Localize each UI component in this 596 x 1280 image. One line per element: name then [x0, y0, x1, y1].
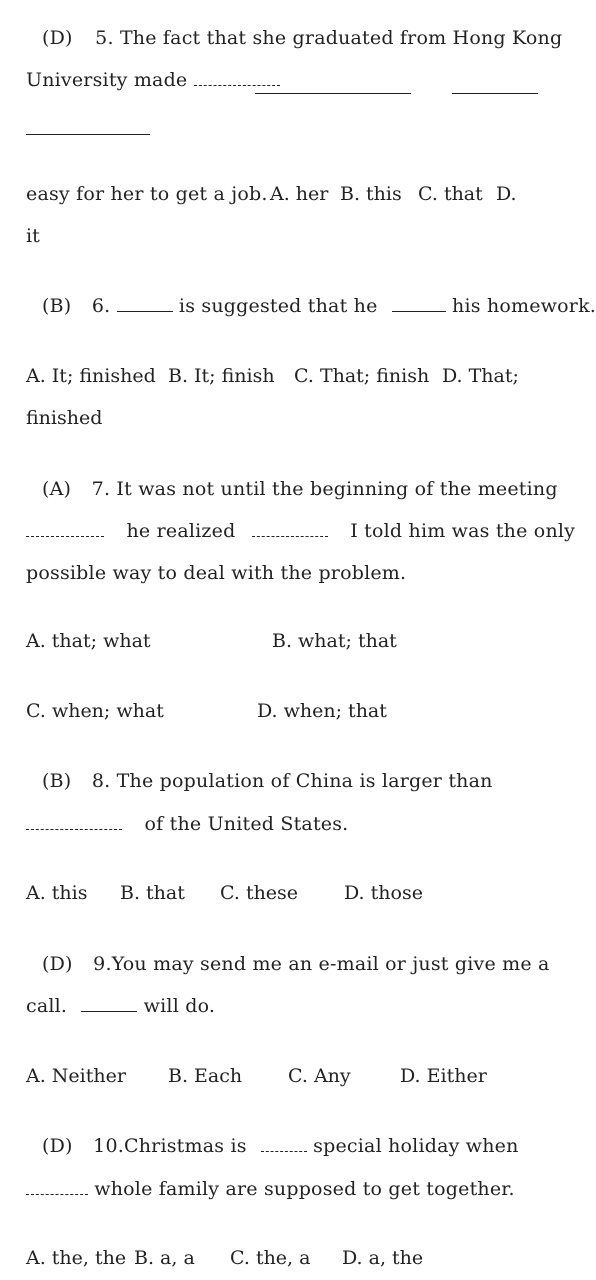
option-c: C. these: [220, 882, 299, 904]
question-text: is suggested that he: [178, 295, 378, 317]
option-b: B. It; finish: [168, 365, 275, 387]
question-text: 5. The fact that she graduated from Hong Kong: [95, 27, 563, 49]
question-7-line-1: [42, 475, 558, 503]
answer-blank: [26, 1176, 88, 1195]
answer-blank: [26, 811, 122, 830]
question-text: he realized: [126, 520, 236, 542]
question-number: 6.: [91, 295, 111, 317]
question-text: University made: [26, 69, 188, 91]
option-a: A. her: [270, 183, 329, 205]
option-d: D.: [496, 183, 517, 205]
answer-blank: [452, 93, 538, 94]
question-9-line-1: [42, 950, 550, 978]
question-text: his homework.: [452, 295, 596, 317]
option-b: B. what; that: [272, 630, 397, 652]
option-d: D. when; that: [257, 700, 387, 722]
option-b: B. this: [340, 183, 402, 205]
answer-blank: [117, 293, 173, 312]
answer-blank: [26, 518, 104, 537]
answer-blank: [261, 1133, 307, 1152]
question-text: whole family are supposed to get together.: [94, 1178, 515, 1200]
answer-mark: (B): [42, 770, 72, 792]
question-8-line-2: [26, 810, 546, 838]
option-a: A. this: [26, 882, 88, 904]
question-text: 9.You may send me an e-mail or just give me a: [93, 953, 550, 975]
question-5-line-2: [26, 66, 546, 94]
question-text: will do.: [143, 995, 216, 1017]
question-text: of the United States.: [144, 813, 349, 835]
answer-blank: [252, 518, 328, 537]
option-c: C. the, a: [230, 1247, 311, 1269]
option-d-continued: finished: [26, 407, 103, 429]
answer-blank: [255, 93, 411, 94]
question-9-line-2: [26, 992, 546, 1020]
option-d: D. a, the: [342, 1247, 424, 1269]
question-text: 7. It was not until the beginning of the meeting: [91, 478, 558, 500]
option-a: A. the, the: [26, 1247, 127, 1269]
answer-blank: [26, 134, 150, 135]
question-10-line-2: [26, 1175, 546, 1203]
option-d: D. those: [344, 882, 423, 904]
option-b: B. a, a: [134, 1247, 195, 1269]
question-text: call.: [26, 995, 68, 1017]
option-c: C. That; finish: [294, 365, 430, 387]
question-text: 10.Christmas is: [93, 1135, 247, 1157]
question-text: I told him was the only: [350, 520, 576, 542]
option-b: B. that: [120, 882, 185, 904]
answer-blank: [81, 993, 137, 1012]
option-d: D. That;: [442, 365, 519, 387]
answer-mark: (D): [42, 1135, 73, 1157]
option-c: C. Any: [288, 1065, 351, 1087]
option-b: B. Each: [168, 1065, 243, 1087]
option-d-continued: it: [26, 225, 40, 247]
question-text: 8. The population of China is larger than: [91, 770, 493, 792]
option-c: C. that: [418, 183, 483, 205]
option-a: A. It; finished: [26, 365, 156, 387]
answer-mark: (D): [42, 27, 73, 49]
question-7-line-3: [26, 559, 546, 587]
answer-mark: (A): [42, 478, 72, 500]
answer-blank: [194, 67, 280, 86]
question-text: special holiday when: [313, 1135, 519, 1157]
question-10-line-1: [42, 1132, 546, 1160]
question-6-line-1: [42, 292, 596, 320]
question-5-line-1: [42, 24, 563, 52]
option-d: D. Either: [400, 1065, 487, 1087]
question-8-line-1: [42, 767, 546, 795]
answer-mark: (B): [42, 295, 72, 317]
answer-blank: [392, 293, 446, 312]
option-c: C. when; what: [26, 700, 164, 722]
question-7-line-2: [26, 517, 576, 545]
question-text: possible way to deal with the problem.: [26, 562, 407, 584]
answer-mark: (D): [42, 953, 73, 975]
option-a: A. Neither: [26, 1065, 126, 1087]
option-a: A. that; what: [26, 630, 151, 652]
question-text: easy for her to get a job.: [26, 183, 268, 205]
